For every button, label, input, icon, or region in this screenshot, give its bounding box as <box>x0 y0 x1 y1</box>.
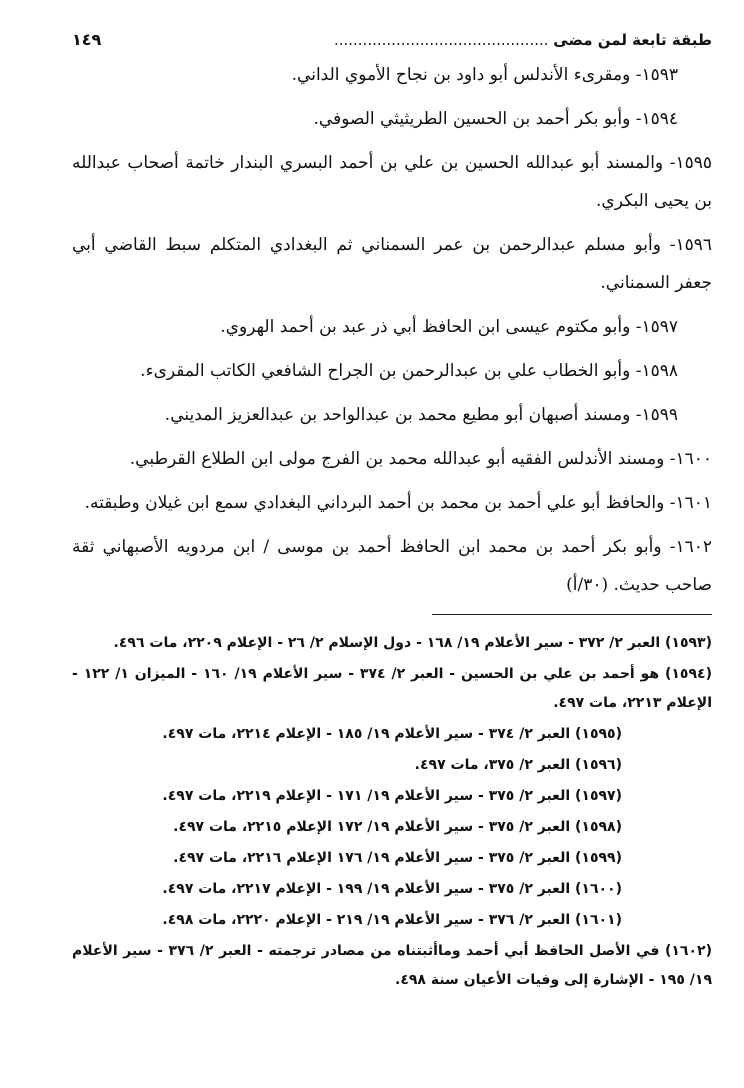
footnote-1598: (١٥٩٨) العبر ٢/ ٣٧٥ - سير الأعلام ١٩/ ١٧٢ الإعلام ٢٢١٥، مات ٤٩٧. <box>173 819 622 835</box>
page-number: ١٤٩ <box>72 30 102 49</box>
entry-1599: ١٥٩٩- ومسند أصبهان أبو مطيع محمد بن عبدالواحد بن عبدالعزيز المديني. <box>164 405 678 425</box>
footnote-1596: (١٥٩٦) العبر ٢/ ٣٧٥، مات ٤٩٧. <box>414 757 622 773</box>
footnote-divider <box>432 614 712 615</box>
book-page <box>72 28 712 997</box>
footnote-1599: (١٥٩٩) العبر ٢/ ٣٧٥ - سير الأعلام ١٩/ ١٧٦ الإعلام ٢٢١٦، مات ٤٩٧. <box>173 850 622 866</box>
footnote-1601: (١٦٠١) العبر ٢/ ٣٧٦ - سير الأعلام ١٩/ ٢١٩ - الإعلام ٢٢٢٠، مات ٤٩٨. <box>162 912 622 928</box>
footnotes <box>72 629 712 995</box>
footnote-1594: (١٥٩٤) هو أحمد بن علي بن الحسين - العبر ٢/ ٣٧٤ - سير الأعلام ١٩/ ١٦٠ - الميزان ١/ ١٢٢ - الإعلام ٢٢١٣، مات ٤٩٧. <box>72 666 712 711</box>
entry-1598: ١٥٩٨- وأبو الخطاب علي بن عبدالرحمن بن الجراح الشافعي الكاتب المقرىء. <box>140 361 678 381</box>
entry-1597: ١٥٩٧- وأبو مكتوم عيسى ابن الحافظ أبي ذر عبد بن أحمد الهروي. <box>220 317 678 337</box>
entry-1602: ١٦٠٢- وأبو بكر أحمد بن محمد ابن الحافظ أحمد بن موسى / ابن مردويه الأصبهاني ثقة صاحب حديث. (٣٠/أ) <box>72 537 712 595</box>
running-header <box>72 28 712 52</box>
entry-1596: ١٥٩٦- وأبو مسلم عبدالرحمن بن عمر السمناني ثم البغدادي المتكلم سبط القاضي أبي جعفر السمناني. <box>72 235 712 293</box>
footnote-1597: (١٥٩٧) العبر ٢/ ٣٧٥ - سير الأعلام ١٩/ ١٧١ - الإعلام ٢٢١٩، مات ٤٩٧. <box>162 788 622 804</box>
entry-1594: ١٥٩٤- وأبو بكر أحمد بن الحسين الطريثيثي الصوفي. <box>313 109 678 129</box>
footnote-1600: (١٦٠٠) العبر ٢/ ٣٧٥ - سير الأعلام ١٩/ ١٩٩ - الإعلام ٢٢١٧، مات ٤٩٧. <box>162 881 622 897</box>
footnote-1593: (١٥٩٣) العبر ٢/ ٣٧٢ - سير الأعلام ١٩/ ١٦٨ - دول الإسلام ٢/ ٢٦ - الإعلام ٢٢٠٩، مات ٤٩٦. <box>113 635 712 651</box>
main-text <box>72 56 712 604</box>
running-title: طبقة تابعة لمن مضى ..... <box>334 28 712 52</box>
entry-1601: ١٦٠١- والحافظ أبو علي أحمد بن محمد بن أحمد البرداني البغدادي سمع ابن غيلان وطبقته. <box>84 493 712 513</box>
entry-1593: ١٥٩٣- ومقرىء الأندلس أبو داود بن نجاح الأموي الداني. <box>291 65 678 85</box>
entry-1595: ١٥٩٥- والمسند أبو عبدالله الحسين بن علي بن أحمد البسري البندار خاتمة أصحاب عبدالله بن يحيى البكري. <box>72 153 712 211</box>
footnote-1595: (١٥٩٥) العبر ٢/ ٣٧٤ - سير الأعلام ١٩/ ١٨٥ - الإعلام ٢٢١٤، مات ٤٩٧. <box>162 726 622 742</box>
footnote-1602: (١٦٠٢) في الأصل الحافظ أبي أحمد وماأثبتناه من مصادر ترجمته - العبر ٢/ ٣٧٦ - سير الأعلام ١٩/ ١٩٥ - الإشارة إلى وفيات الأعيان سنة ٤٩٨. <box>72 943 712 988</box>
entry-1600: ١٦٠٠- ومسند الأندلس الفقيه أبو عبدالله محمد بن الفرج مولى ابن الطلاع القرطبي. <box>129 449 712 469</box>
